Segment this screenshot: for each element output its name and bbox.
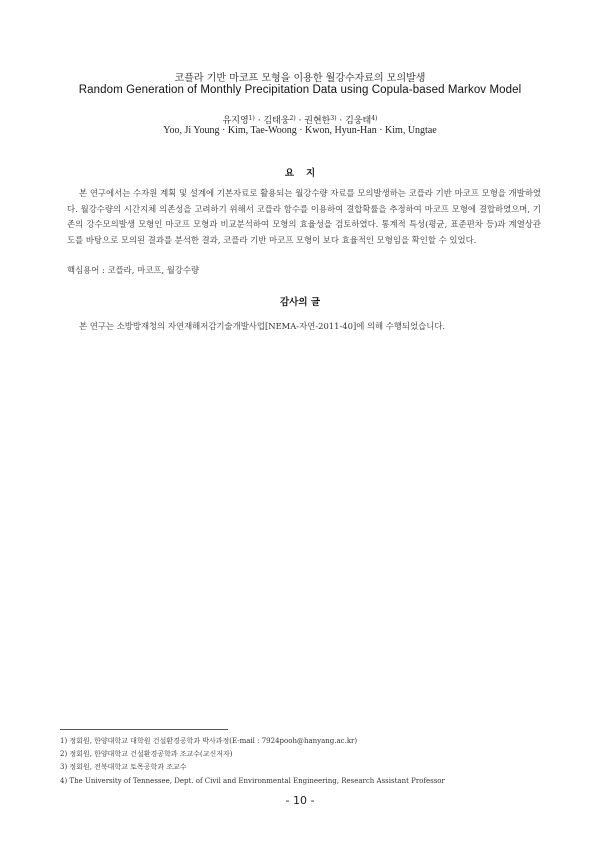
- title-english: Random Generation of Monthly Precipitation Data using Copula-based Markov Model: [78, 84, 522, 96]
- author-2: 김태웅$^{2)}$: [263, 115, 296, 126]
- footnote-item: 4) The University of Tennessee, Dept. of Civil and Environmental Engineering, Research Assistant Professor: [60, 776, 445, 785]
- author-separator: ·: [254, 116, 264, 126]
- author-separator: ·: [336, 116, 346, 126]
- abstract-body: 본 연구에서는 수자원 계획 및 설계에 기본자료로 활용되는 월강수량 자료를 모의발생하는 코플라 기반 마코프 모형을 개발하였다. 월강수량의 시간지체 의존성을 고려하기 위해서 코플라 함수를 이용하여 결합확률을 추정하여 마코프 모형에 결합하였으며, 기존의 강수모의발생 모형인 마코프 모형과 비교분석하여 모형의 효율성을 검토하였다. 통계적 특성(평균, 표준편차 등)과 계열상관도를 바탕으로 모의된 결과를 분석한 결과, 코플라 기반 마코프 모형이 보다 효율적인 모형임을 확인할 수 있었다.: [67, 188, 541, 245]
- footnote-item: 1) 정회원, 한양대학교 대학원 건설환경공학과 박사과정(E-mail : 7924pooh@hanyang.ac.kr): [60, 737, 358, 745]
- footnote-item: 2) 정회원, 한양대학교 건설환경공학과 조교수(교신저자): [60, 750, 233, 759]
- author-4: 김웅태$^{4)}$: [345, 115, 378, 126]
- author-1: 유지영$^{1)}$: [222, 115, 255, 126]
- footnotes: [60, 735, 560, 788]
- abstract-heading: 요지: [284, 168, 328, 179]
- footnote-divider: [60, 729, 228, 730]
- author-3: 권현한$^{3)}$: [304, 115, 337, 126]
- acknowledgement-heading: 감사의 글: [279, 297, 320, 308]
- page-number: - 10 -: [285, 794, 315, 807]
- acknowledgement-body: 본 연구는 소방방재청의 자연재해저감기술개발사업[NEMA-자연-2011-40]에 의해 수행되었습니다.: [79, 321, 446, 331]
- title-korean: 코플라 기반 마코프 모형을 이용한 월강수자료의 모의발생: [174, 73, 426, 84]
- authors-english: Yoo, Ji Young · Kim, Tae-Woong · Kwon, Hyun-Han · Kim, Ungtae: [163, 125, 437, 136]
- keywords: 핵심용어 : 코플라, 마코프, 월강수량: [67, 265, 200, 275]
- author-separator: ·: [295, 116, 305, 126]
- footnote-item: 3) 정회원, 전북대학교 토목공학과 조교수: [60, 763, 187, 772]
